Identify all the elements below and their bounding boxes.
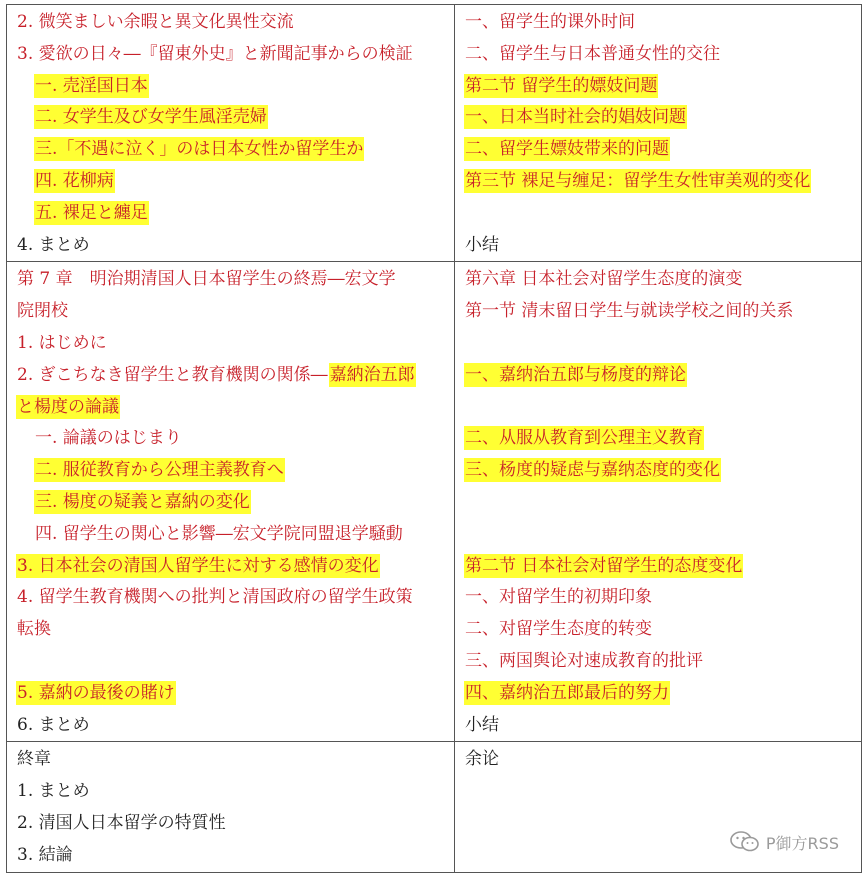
left-line-text: 二. 服従教育から公理主義教育へ — [35, 460, 284, 481]
left-line — [16, 519, 454, 551]
left-line-text: 一. 論議のはじまり — [35, 428, 182, 449]
right-line-text: 小结 — [465, 714, 499, 735]
right-line-text: 三、杨度的疑虑与嘉纳态度的变化 — [465, 460, 720, 481]
right-line-text: 一、嘉纳治五郎与杨度的辩论 — [465, 364, 686, 385]
right-line — [464, 519, 861, 551]
right-line — [464, 134, 861, 166]
chinese-cell — [455, 5, 862, 262]
right-line — [464, 264, 861, 296]
left-line — [16, 551, 454, 583]
left-line-text: 1. はじめに — [17, 332, 107, 353]
left-line-text: 2. 清国人日本留学の特質性 — [17, 812, 226, 833]
right-line-text: 第二节 留学生的嫖妓问题 — [465, 75, 658, 96]
watermark — [730, 830, 839, 854]
right-line — [464, 198, 861, 230]
left-line-text: 院閉校 — [17, 301, 68, 322]
left-line-text: と楊度の論議 — [17, 396, 119, 417]
right-line — [464, 328, 861, 360]
right-line-text: 二、留学生嫖妓带来的问题 — [465, 139, 669, 160]
right-line — [464, 102, 861, 134]
right-line — [464, 744, 861, 776]
left-line — [16, 710, 454, 742]
left-line-text: 3. 愛欲の日々―『留東外史』と新聞記事からの検証 — [17, 43, 413, 64]
left-line — [16, 392, 454, 424]
left-line — [16, 39, 454, 71]
right-line — [464, 487, 861, 519]
right-line-text: 二、从服从教育到公理主义教育 — [465, 428, 703, 449]
left-line — [16, 423, 454, 455]
right-line — [464, 230, 861, 262]
right-line — [464, 646, 861, 678]
right-line — [464, 360, 861, 392]
right-line-text: 二、留学生与日本普通女性的交往 — [465, 43, 720, 64]
left-line — [16, 198, 454, 230]
japanese-cell — [7, 742, 455, 872]
left-line — [16, 614, 454, 646]
left-line — [16, 487, 454, 519]
left-line — [16, 102, 454, 134]
right-line — [464, 582, 861, 614]
left-line-text: 第 7 章 明治期清国人日本留学生の終焉―宏文学 — [17, 269, 396, 290]
left-line — [16, 678, 454, 710]
japanese-cell — [7, 262, 455, 742]
right-line-text: 三、两国舆论对速成教育的批评 — [465, 650, 703, 671]
left-line — [16, 840, 454, 872]
left-line-text: 二. 女学生及び女学生風淫売婦 — [35, 107, 267, 128]
watermark-text: P御方RSS — [765, 833, 839, 853]
left-line-text: 五. 裸足と纏足 — [35, 202, 148, 223]
left-line-text: 四. 花柳病 — [35, 170, 114, 191]
right-line — [464, 71, 861, 103]
table-row — [7, 5, 862, 262]
left-line — [16, 134, 454, 166]
left-line-text: 転換 — [17, 619, 51, 640]
comparison-table — [6, 4, 862, 873]
left-line — [16, 328, 454, 360]
right-line-text: 一、留学生的课外时间 — [465, 12, 635, 32]
left-line — [16, 166, 454, 198]
left-line-highlight: 嘉納治五郎 — [329, 364, 415, 385]
right-line — [464, 166, 861, 198]
left-line-text: 三. 楊度の疑義と嘉納の変化 — [35, 491, 250, 512]
left-line-text: 終章 — [17, 749, 51, 770]
left-line — [16, 646, 454, 678]
left-line-text: 1. まとめ — [17, 781, 90, 802]
right-line — [464, 392, 861, 424]
right-line-text: 四、嘉纳治五郎最后的努力 — [465, 682, 669, 703]
right-line — [464, 423, 861, 455]
left-line — [16, 360, 454, 392]
right-line-text: 第一节 清末留日学生与就读学校之间的关系 — [465, 301, 794, 322]
left-line — [16, 296, 454, 328]
japanese-cell — [7, 5, 455, 262]
left-line-text: 三.「不遇に泣く」のは日本女性か留学生か — [35, 139, 364, 160]
right-line — [464, 614, 861, 646]
left-line — [16, 744, 454, 776]
wechat-icon — [730, 830, 760, 854]
right-line-text: 第二节 日本社会对留学生的态度变化 — [465, 555, 743, 576]
right-line-text: 第三节 裸足与缠足：留学生女性审美观的变化 — [465, 170, 811, 191]
right-line — [464, 551, 861, 583]
left-line-text: 3. 結論 — [17, 844, 73, 865]
right-line — [464, 678, 861, 710]
right-line-text: 一、对留学生的初期印象 — [465, 587, 652, 608]
right-line-text: 一、日本当时社会的娼妓问题 — [465, 107, 686, 128]
left-line-text: 4. まとめ — [17, 234, 90, 255]
right-line — [464, 296, 861, 328]
left-line — [16, 264, 454, 296]
table-row — [7, 262, 862, 742]
left-line — [16, 455, 454, 487]
left-line — [16, 808, 454, 840]
right-line-text: 余论 — [465, 749, 499, 770]
left-line — [16, 71, 454, 103]
chinese-cell — [455, 262, 862, 742]
left-line-text: 2. ぎこちなき留学生と教育機関の関係― — [17, 364, 328, 385]
left-line-text: 4. 留学生教育機関への批判と清国政府の留学生政策 — [17, 587, 413, 608]
right-line-text: 第六章 日本社会对留学生态度的演变 — [465, 269, 743, 290]
left-line — [16, 776, 454, 808]
table-body — [7, 5, 862, 873]
left-line — [16, 230, 454, 262]
right-line — [464, 39, 861, 71]
left-line — [16, 7, 454, 39]
right-line — [464, 455, 861, 487]
left-line — [16, 582, 454, 614]
right-line-text: 二、对留学生态度的转变 — [465, 619, 652, 640]
left-line-text: 一. 売淫国日本 — [35, 75, 148, 96]
left-line-text: 3. 日本社会の清国人留学生に対する感情の変化 — [17, 555, 379, 576]
left-line-text: 6. まとめ — [17, 714, 90, 735]
right-line — [464, 710, 861, 742]
right-line — [464, 7, 861, 39]
left-line-text: 2. 微笑ましい余暇と異文化異性交流 — [17, 12, 294, 32]
left-line-text: 5. 嘉納の最後の賭け — [17, 682, 175, 703]
left-line-text: 四. 留学生の関心と影響―宏文学院同盟退学騒動 — [35, 523, 403, 544]
right-line-text: 小结 — [465, 234, 499, 255]
